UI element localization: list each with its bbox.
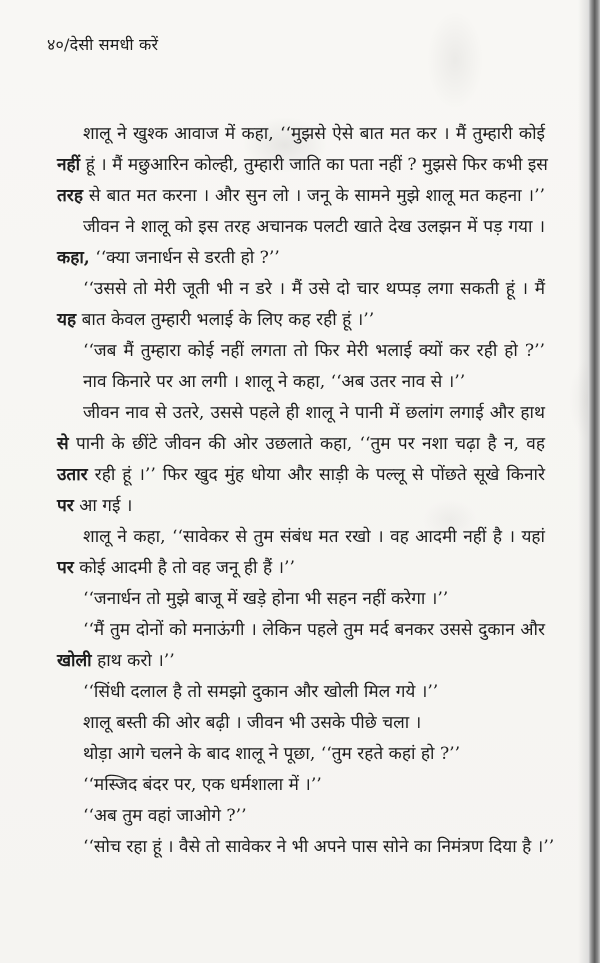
bold-lead-word: खोली: [57, 651, 92, 671]
line-text: शालू बस्ती की ओर बढ़ी । जीवन भी उसके पीछे चला ।: [83, 713, 422, 733]
text-line: [57, 770, 545, 801]
line-text: से बात मत करना । और सुन लो । जनू के सामने मुझे शालू मत कहना ।’’: [82, 186, 545, 206]
book-binding-edge: [588, 0, 600, 963]
line-text: नाव किनारे पर आ लगी । शालू ने कहा, ‘‘अब उतर नाव से ।’’: [83, 372, 466, 392]
text-line: [57, 150, 548, 181]
line-text: ‘‘अब तुम वहां जाओगे ?’’: [83, 806, 247, 826]
text-line: [57, 212, 545, 243]
line-text: बात केवल तुम्हारी भलाई के लिए कह रही हूं ।’’: [76, 310, 375, 330]
text-line: [57, 367, 545, 398]
line-text: ‘‘उससे तो मेरी जूती भी न डरे । मैं उसे दो चार थप्पड़ लगा सकती हूं । मैं: [83, 279, 545, 299]
bold-lead-word: यह: [57, 310, 77, 330]
book-title: देसी समधी करें: [69, 35, 159, 54]
line-text: शालू ने कहा, ‘‘सावेकर से तुम संबंध मत रखो । वह आदमी नहीं है । यहां: [83, 527, 545, 547]
binding-shadow-light: [578, 0, 588, 963]
text-line: [57, 181, 545, 212]
text-line: [57, 553, 545, 584]
line-text: जीवन नाव से उतरे, उससे पहले ही शालू ने पानी में छलांग लगाई और हाथ: [83, 403, 545, 423]
text-line: [57, 305, 545, 336]
text-line: [57, 646, 545, 677]
body-text: [57, 119, 555, 863]
bold-lead-word: नहीं: [57, 155, 81, 175]
line-text: रही हूं ।’’ फिर खुद मुंह धोया और साड़ी के पल्लू से पोंछते सूखे किनारे: [87, 465, 545, 485]
bold-lead-word: पर: [57, 496, 74, 516]
line-text: आ गई ।: [73, 496, 133, 516]
line-text: ‘‘जब मैं तुम्हारा कोई नहीं लगता तो फिर मेरी भलाई क्यों कर रही हो ?’’: [83, 341, 545, 361]
text-line: [57, 460, 545, 491]
line-text: हूं । मैं मछुआरिन कोल्ही, तुम्हारी जाति का पता नहीं ? मुझसे फिर कभी इस: [80, 155, 548, 175]
bold-lead-word: पर: [57, 558, 74, 578]
text-line: [57, 491, 545, 522]
line-text: ‘‘मस्जिद बंदर पर, एक धर्मशाला में ।’’: [83, 775, 322, 795]
line-text: ‘‘सोच रहा हूं । वैसे तो सावेकर ने भी अपने पास सोने का निमंत्रण दिया है ।’’: [83, 837, 555, 857]
bold-lead-word: कहा,: [57, 248, 90, 268]
text-line: [57, 243, 545, 274]
line-text: ‘‘सिंधी दलाल है तो समझो दुकान और खोली मिल गये ।’’: [83, 682, 439, 702]
line-text: पानी के छींटे जीवन की ओर उछलाते कहा, ‘‘तुम पर नशा चढ़ा है न, वह: [68, 434, 545, 454]
text-line: [57, 584, 545, 615]
line-text: ‘‘जनार्धन तो मुझे बाजू में खड़े होना भी सहन नहीं करेगा ।’’: [83, 589, 449, 609]
line-text: ‘‘मैं तुम दोनों को मनाऊंगी । लेकिन पहले तुम मर्द बनकर उससे दुकान और: [83, 620, 545, 640]
line-text: हाथ करो ।’’: [91, 651, 175, 671]
text-line: [57, 739, 545, 770]
text-line: [57, 429, 545, 460]
line-text: ‘‘क्या जनार्धन से डरती हो ?’’: [89, 248, 280, 268]
text-line: [57, 119, 545, 150]
text-line: [57, 801, 545, 832]
bold-lead-word: तरह: [57, 186, 83, 206]
running-header: [47, 33, 158, 55]
text-line: [57, 832, 555, 863]
text-line: [57, 398, 545, 429]
line-text: थोड़ा आगे चलने के बाद शालू ने पूछा, ‘‘तुम रहते कहां हो ?’’: [83, 744, 461, 764]
text-line: [57, 677, 545, 708]
line-text: शालू ने खुश्क आवाज में कहा, ‘‘मुझसे ऐसे बात मत कर । मैं तुम्हारी कोई: [83, 124, 545, 144]
bold-lead-word: से: [57, 434, 69, 454]
line-text: कोई आदमी है तो वह जनू ही हैं ।’’: [73, 558, 295, 578]
text-line: [57, 274, 545, 305]
text-line: [57, 336, 545, 367]
bold-lead-word: उतार: [57, 465, 88, 485]
line-text: जीवन ने शालू को इस तरह अचानक पलटी खाते देख उलझन में पड़ गया ।: [83, 217, 545, 237]
text-line: [57, 708, 545, 739]
text-line: [57, 615, 545, 646]
header-separator: /: [64, 35, 70, 54]
text-line: [57, 522, 545, 553]
page-number: ४०: [47, 35, 65, 54]
